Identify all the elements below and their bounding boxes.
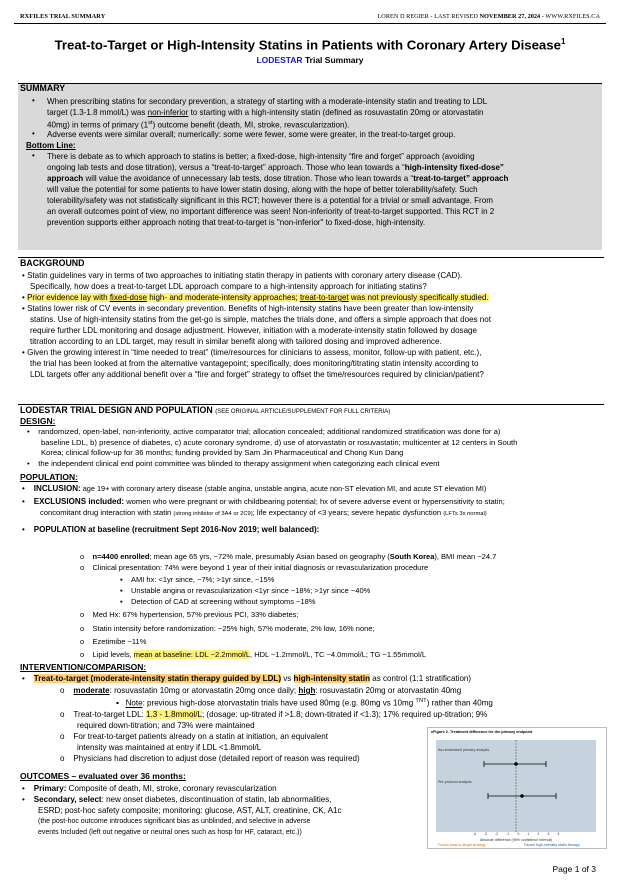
header-date: NOVEMBER 27, 2024 [479, 13, 541, 20]
span: ) outcome benefit (death, MI, stroke, revascularization). [152, 120, 350, 130]
span: : new onset diabetes, discontinuation of statin, lab abnormalities, [101, 795, 332, 804]
span: (strong inhibitor of 3A4 or 2C9) [173, 511, 253, 517]
line: • the independent clinical end point committee was blinded to therapy assignment when categorizing each clinical event [27, 458, 440, 468]
span: Med Hx: 67% hypertension, 57% previous PCI, 33% diabetes; [92, 610, 299, 620]
span: : rosuvastatin 20mg or atorvastatin 40mg [315, 686, 462, 695]
line: • Statins lower risk of CV events in secondary prevention. Benefits of high-intensity statins have been greater than low-intensity [22, 304, 474, 313]
span: Statin guidelines vary in terms of two approaches to initiating statin therapy in patients with coronary artery disease (CAD). [27, 271, 463, 280]
line: o Ezetimibe ~11% [80, 637, 147, 647]
tick: -2 [495, 832, 499, 836]
tick: 4 [557, 832, 560, 836]
line: o Lipid levels, mean at baseline: LDL ~2.2mmol/L, HDL ~1.2mmol/L, TC ~4.0mmol/L; TG ~1.55mmol/L [80, 650, 427, 660]
span: POPULATION at baseline (recruitment Sept 2016-Nov 2019; well balanced): [33, 525, 320, 534]
line [22, 507, 606, 520]
span: 1.3 - 1.8mmol/L [146, 709, 202, 719]
figure-title: eFigure 2. Treatment difference for the primary endpoint [431, 730, 533, 734]
design-heading [18, 404, 604, 416]
span: treat-to-target” approach [413, 174, 509, 183]
line: LDL targets offer any additional benefit over a “fire and forget” strategy to offset the time/resources required by clinician/patient? [30, 370, 484, 379]
outcomes-text [22, 783, 432, 838]
span: ongoing lab tests and dose titration), versus a “treat-to-target” approach. Those who lean towards a “ [47, 163, 405, 172]
span: was not previously specifically studied. [348, 293, 489, 302]
line: tolerability/safety was not statistically significant in this RCT; however there is a potential for a trivial or small advantage. From [47, 196, 493, 205]
line: intensity was maintained at entry if LDL <1.8mmol/L [77, 742, 262, 752]
page-number: Page 1 of 3 [552, 864, 596, 874]
span: treat-to-target [299, 293, 349, 302]
span: Composite of death, MI, stroke, coronary revascularization [66, 784, 277, 793]
span: For treat-to-target patients already on a statin at initiation, an equivalent [73, 731, 328, 741]
line: prevention supports either approach noting that treat-to-target is "non-inferior" to fixed-dose, high-intensity. [47, 218, 426, 227]
point-row-2 [520, 794, 524, 798]
span: Prior evidence lay with [27, 293, 110, 302]
intervention-main [22, 673, 606, 684]
line: the trial has been looked at from the alternative vantagepoint; specifically, does monitoring/titrating statin intensity according to [30, 359, 479, 368]
background-heading: BACKGROUND [18, 257, 604, 269]
line: • INCLUSION: age 19+ with coronary artery disease (stable angina, unstable angina, acute non-ST elevation MI, and acute ST elevation MI) [22, 484, 487, 493]
span: Secondary, select [33, 795, 102, 804]
span: will value the avoidance of unnecessary lab tests, dose titration. Those who lean towards a “ [83, 174, 414, 183]
span: AMI hx: <1yr since, ~7%; >1yr since, ~15% [131, 574, 275, 584]
line: ESRD; post-hoc safety composite; monitoring: glucose, AST, ALT, creatinine, CK, A1c [38, 806, 342, 815]
line: Korea; clinical follow-up for 36 months; funding provided by Sam Jin Pharmaceutical and Chong Kun Dang [41, 448, 404, 458]
running-header [14, 11, 606, 24]
line: o moderate: rosuvastatin 10mg or atorvastatin 20mg once daily; high: rosuvastatin 20mg or atorvastatin 40mg [60, 686, 462, 695]
header-right [377, 13, 600, 20]
page-subtitle [0, 55, 620, 65]
title-text: Treat-to-Target or High-Intensity Statins in Patients with Coronary Artery Disease [54, 37, 561, 53]
superscript: TNT [415, 698, 427, 704]
summary-heading: SUMMARY [20, 83, 66, 93]
span: Unstable angina or revascularization <1yr since ~18%; >1yr since ~40% [131, 585, 371, 595]
span: ) rather than 40mg [426, 698, 493, 708]
figure-left-note: Favors treat-to-target strategy [438, 843, 486, 847]
span: : rosuvastatin 10mg or atorvastatin 20mg once daily; [109, 686, 299, 695]
tick: 3 [547, 832, 550, 836]
span: concomitant drug interaction with statin [40, 508, 174, 517]
point-row-1 [514, 762, 518, 766]
line [47, 173, 602, 184]
line: statins. Use of high-intensity statins from the get-go is simple, matches the trials done, and offers a simple approach that does not [30, 315, 491, 324]
title-superscript: 1 [560, 37, 566, 46]
row-label-2: Per-protocol analysis [438, 780, 472, 784]
line: • randomized, open-label, non-inferiority, active comparator trial; allocation concealed; additional randomized stratification was done for a) [27, 427, 501, 436]
tick: -1 [506, 832, 510, 836]
summary-bullet-2: Adverse events were similar overall; numerically: some were fewer, some were greater, in the treat-to-target group. [47, 130, 456, 139]
line: o Treat-to-target LDL: 1.3 - 1.8mmol/L; (dosage: up-titrated if >1.8; down-titrated if <1.3); 17% required up-titration; 9% [60, 709, 488, 719]
span: high-intensity fixed-dose” [404, 163, 504, 172]
span: Statins lower risk of CV events in secondary prevention. Benefits of high-intensity statins have been greater than low-intensity [27, 304, 474, 313]
span: moderate [73, 686, 110, 695]
bullet: • [32, 96, 35, 105]
line: • Statin guidelines vary in terms of two approaches to initiating statin therapy in patients with coronary artery disease (CAD). [22, 271, 463, 280]
line: required down-titration; and 73% were maintained [77, 720, 255, 730]
span: fixed-dose [109, 293, 147, 302]
span: non-inferior [147, 108, 189, 117]
span: Clinical presentation: 74% were beyond 1 year of their initial diagnosis or revascularization procedure [92, 563, 429, 573]
tick: 1 [527, 832, 530, 836]
subtitle-rest: Trial Summary [302, 55, 364, 65]
figure-ticks [436, 832, 596, 836]
line: o n=4400 enrolled; mean age 65 yrs, ~72% male, presumably Asian based on geography (South Korea), BMI mean ~24.7 [80, 552, 497, 561]
line: o For treat-to-target patients already on a statin at initiation, an equivalent [60, 731, 328, 741]
page-title [0, 37, 620, 52]
line: o Med Hx: 67% hypertension, 57% previous PCI, 33% diabetes; [80, 610, 299, 620]
superscript: st [148, 120, 153, 126]
span: ; life expectancy of <3 years; severe hepatic dysfunction [252, 508, 444, 517]
span: (SEE ORIGINAL ARTICLE/SUPPLEMENT FOR FULL CRITERIA) [215, 409, 391, 415]
bullet: • [32, 151, 35, 160]
tick: -4 [472, 832, 476, 836]
line: • Primary: Composite of death, MI, stroke, coronary revascularization [22, 784, 277, 793]
span: age 19+ with coronary artery disease (stable angina, unstable angina, acute non-ST elevation MI, and acute ST elevation MI) [80, 484, 487, 493]
tick: 0 [517, 832, 520, 836]
span: ), BMI mean ~24.7 [434, 552, 497, 561]
span: to starting with a high-intensity statin (defined as rosuvastatin 20mg or atorvastatin [188, 108, 484, 117]
efigure-2 [427, 727, 607, 849]
span: Lipid levels, [92, 650, 134, 660]
span: high- and moderate-intensity approaches; [146, 293, 300, 302]
figure-xlabel: Absolute difference (95% confidence interval) [479, 838, 553, 842]
span: Statin intensity before randomization: ~25% high, 57% moderate, 2% low, 16% none; [92, 623, 375, 633]
line: require further LDL monitoring and dosage adjustment. However, initiation with a moderate-intensity statin followed by dosage [30, 326, 477, 335]
span: Note [125, 698, 143, 708]
span: n=4400 enrolled [92, 552, 150, 561]
line: (the post-hoc outcome introduces significant bias as unblinded, and selective in adverse [38, 818, 311, 825]
span: as control (1:1 stratification) [370, 674, 472, 683]
span: (LFTs 3x normal) [443, 511, 487, 517]
header-site: - WWW.RXFILES.CA [540, 13, 600, 20]
line: • POPULATION at baseline (recruitment Sept 2016-Nov 2019; well balanced): [22, 525, 320, 534]
bottom-line-text [47, 151, 602, 228]
span: women who were pregnant or with childbearing potential; hx of severe adverse event or hypersensitivity to statin; [124, 497, 505, 506]
summary-bullet-1 [47, 96, 602, 131]
bullet: • [32, 129, 35, 138]
span: : previous high-dose atorvastatin trials have used 80mg (e.g. 80mg vs 10mg [142, 698, 416, 708]
background-text [22, 270, 604, 380]
line: baseline LDL, b) presence of diabetes, c) acute coronary syndrome, d) use of atorvastatin or rosuvastatin; multicenter at 12 centers in South [41, 437, 518, 447]
line: an overall outcomes point of view, no important difference was seen! Non-inferiority of treat-to-target supported. This RCT in 2 [47, 207, 495, 216]
bottom-line-label: Bottom Line: [26, 141, 76, 150]
span: ; (dosage: up-titrated if >1.8; down-titrated if <1.3); 17% required up-titration; 9% [201, 709, 488, 719]
line: • EXCLUSIONS included: women who were pregnant or with childbearing potential; hx of severe adverse event or hypersensitivity to statin; [22, 497, 505, 506]
span: Treat-to-target (moderate-intensity statin therapy guided by LDL) [33, 674, 282, 683]
span: approach [47, 174, 84, 183]
line: Specifically, how does a treat-to-target LDL approach compare to a high-intensity approach for initiating statins? [30, 282, 427, 291]
line: o Statin intensity before randomization: ~25% high, 57% moderate, 2% low, 16% none; [80, 623, 375, 633]
forest-plot-svg [436, 740, 596, 832]
span: randomized, open-label, non-inferiority, active comparator trial; allocation concealed; additional randomized stratification was done for a) [38, 427, 501, 436]
population-baseline [80, 551, 600, 661]
span: Detection of CAD at screening without symptoms ~18% [131, 597, 316, 607]
line: o Physicians had discretion to adjust dose (detailed report of reason was required) [60, 753, 360, 763]
line [47, 162, 602, 173]
line: When prescribing statins for secondary prevention, a strategy of starting with a moderate-intensity statin and treating to LDL [47, 97, 488, 106]
line: ▪ Unstable angina or revascularization <1yr since ~18%; >1yr since ~40% [120, 585, 371, 595]
header-rule [14, 23, 606, 24]
line: ▪ AMI hx: <1yr since, ~7%; >1yr since, ~15% [120, 574, 275, 584]
outcomes-label: OUTCOMES – evaluated over 36 months: [20, 771, 186, 781]
line: • Given the growing interest in “time needed to treat” (time/resources for clinicians to assess, monitor, follow-up with patient, etc.), [22, 348, 482, 357]
span: Treat-to-target LDL: [73, 709, 147, 719]
span: Primary: [33, 784, 67, 793]
line: • Treat-to-target (moderate-intensity statin therapy guided by LDL) vs high-intensity statin as control (1:1 stratification) [22, 674, 472, 683]
subtitle-accent: LODESTAR [256, 55, 303, 65]
span: Physicians had discretion to adjust dose (detailed report of reason was required) [73, 753, 360, 763]
line: o Clinical presentation: 74% were beyond 1 year of their initial diagnosis or revascularization procedure [80, 563, 429, 573]
line: ▪ Note: previous high-dose atorvastatin trials have used 80mg (e.g. 80mg vs 10mg $^{TNT}$) rather than 40mg [116, 698, 493, 708]
span: LODESTAR TRIAL DESIGN AND POPULATION [20, 405, 213, 415]
span: EXCLUSIONS included: [33, 497, 125, 506]
design-text [27, 427, 607, 469]
tick: -3 [483, 832, 487, 836]
span: ; mean age 65 yrs, ~72% male, presumably Asian based on geography ( [149, 552, 390, 561]
intervention-label: INTERVENTION/COMPARISON: [20, 662, 147, 672]
row-label-1: As-randomized primary analysis [438, 748, 490, 752]
line: will value the potential for some patients to have lower statin dosing, along with the hope of better tolerability/safety. Such [47, 185, 478, 194]
line: • Secondary, select: new onset diabetes, discontinuation of statin, lab abnormalities, [22, 795, 332, 804]
span: , HDL ~1.2mmol/L, TC ~4.0mmol/L; TG ~1.55mmol/L [250, 650, 427, 660]
line: There is debate as to which approach to statins is better; a fixed-dose, high-intensity “fire and forget” approach (avoiding [47, 152, 475, 161]
span: Given the growing interest in “time needed to treat” (time/resources for clinicians to assess, monitor, follow-up with patient, etc.), [27, 348, 482, 357]
design-label: DESIGN: [20, 416, 56, 426]
header-author: LOREN D REGIER - LAST REVISED [377, 13, 480, 20]
span: high [298, 686, 316, 695]
span: Ezetimibe ~11% [92, 637, 147, 647]
span: 40mg) in terms of primary (1 [47, 120, 149, 130]
highlight [27, 293, 489, 302]
line [47, 107, 602, 118]
population-label: POPULATION: [20, 472, 78, 482]
forest-plot [436, 740, 596, 832]
header-left: RXFILES TRIAL SUMMARY [20, 13, 106, 20]
span: INCLUSION: [33, 484, 81, 493]
line: ▪ Detection of CAD at screening without symptoms ~18% [120, 597, 316, 607]
line: titration according to an LDL target, may result in similar benefit along with tailored dosing and improved adherence. [30, 337, 442, 346]
figure-right-note: Favors high-intensity statin therapy [524, 843, 580, 847]
line: events Included (left out negative or neutral ones such as hosp for HF, cataract, etc.)) [38, 829, 302, 836]
span: vs [281, 674, 294, 683]
span: high-intensity statin [293, 674, 370, 683]
span: South Korea [389, 552, 435, 561]
population-text [22, 483, 606, 535]
span: the independent clinical end point committee was blinded to therapy assignment when categorizing each clinical event [38, 458, 440, 468]
tick: 2 [537, 832, 540, 836]
span: mean at baseline: LDL ~2.2mmol/L [133, 650, 251, 660]
line: • Prior evidence lay with fixed-dose high- and moderate-intensity approaches; treat-to-target was not previously specifically studied. [22, 293, 489, 302]
span: target (1.3-1.8 mmol/L) was [47, 108, 148, 117]
